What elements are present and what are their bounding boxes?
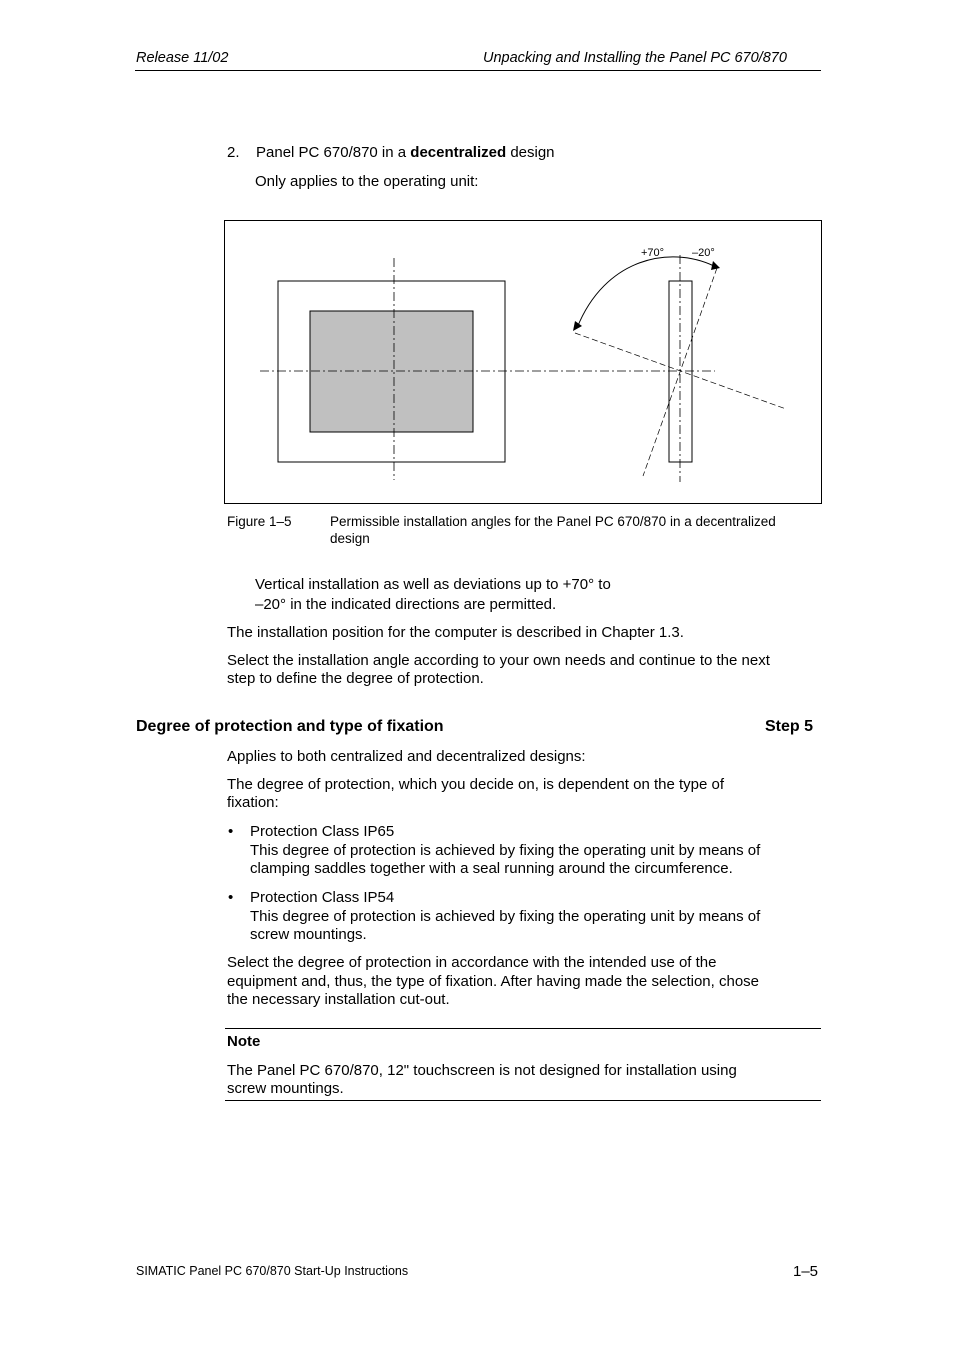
- figure-caption-line1: Permissible installation angles for the Panel PC 670/870 in a decentralized: [330, 514, 776, 529]
- item2-text-after: design: [506, 144, 555, 161]
- installation-angle-diagram: [0, 0, 954, 600]
- bullet-ip54-line2: screw mountings.: [250, 926, 367, 943]
- section-step: Step 5: [765, 718, 814, 735]
- note-title: Note: [227, 1033, 261, 1050]
- figure-caption-line2: design: [330, 531, 370, 546]
- angle-label-minus20: –20°: [692, 247, 715, 259]
- header-chapter-title: Unpacking and Installing the Panel PC 670/870: [483, 50, 787, 66]
- angle-label-plus70: +70°: [641, 247, 665, 259]
- figure-caption-label: Figure 1–5: [227, 514, 292, 529]
- note-line1: The Panel PC 670/870, 12" touchscreen is not designed for installation using: [227, 1062, 737, 1079]
- item2-text-bold: decentralized: [410, 144, 507, 161]
- select-angle-line2: step to define the degree of protection.: [227, 670, 484, 687]
- intro-line1: The degree of protection, which you decide on, is dependent on the type of: [227, 776, 725, 793]
- list-number-2: 2.: [227, 144, 240, 161]
- arc-arrowhead-right: [711, 261, 720, 270]
- bullet-ip65-title: Protection Class IP65: [250, 823, 395, 840]
- bullet-ip54-title: Protection Class IP54: [250, 889, 395, 906]
- footer-document-title: SIMATIC Panel PC 670/870 Start-Up Instructions: [136, 1264, 409, 1278]
- vertical-text-line2: –20° in the indicated directions are permitted.: [255, 596, 557, 613]
- vertical-text-line1: Vertical installation as well as deviations up to +70° to: [255, 576, 611, 593]
- page-number: 1–5: [793, 1263, 819, 1280]
- bullet-dot-icon: •: [228, 823, 234, 840]
- section-title: Degree of protection and type of fixation: [136, 718, 444, 735]
- select-protection-line3: the necessary installation cut-out.: [227, 991, 450, 1008]
- select-protection-line2: equipment and, thus, the type of fixation. After having made the selection, chose: [227, 973, 760, 990]
- bullet-ip65-line1: This degree of protection is achieved by fixing the operating unit by means of: [250, 842, 761, 859]
- bullet-ip54-line1: This degree of protection is achieved by fixing the operating unit by means of: [250, 908, 761, 925]
- header-release: Release 11/02: [136, 50, 229, 66]
- note-top-rule: [225, 1028, 821, 1029]
- select-protection-line1: Select the degree of protection in accordance with the intended use of the: [227, 954, 717, 971]
- arc-arrowhead-left: [573, 321, 582, 331]
- applies-text: Applies to both centralized and decentralized designs:: [227, 748, 586, 765]
- angle-arc: [577, 257, 714, 328]
- select-angle-line1: Select the installation angle according to your own needs and continue to the next: [227, 652, 770, 669]
- computer-position-text: The installation position for the computer is described in Chapter 1.3.: [227, 624, 684, 641]
- bullet-ip65-line2: clamping saddles together with a seal running around the circumference.: [250, 860, 733, 877]
- bullet-dot-icon: •: [228, 889, 234, 906]
- only-applies-text: Only applies to the operating unit:: [255, 173, 479, 190]
- item2-text-before: Panel PC 670/870 in a: [256, 144, 411, 161]
- note-line2: screw mountings.: [227, 1080, 344, 1097]
- intro-line2: fixation:: [227, 794, 279, 811]
- front-view-screen: [310, 311, 473, 432]
- note-bottom-rule: [225, 1100, 821, 1101]
